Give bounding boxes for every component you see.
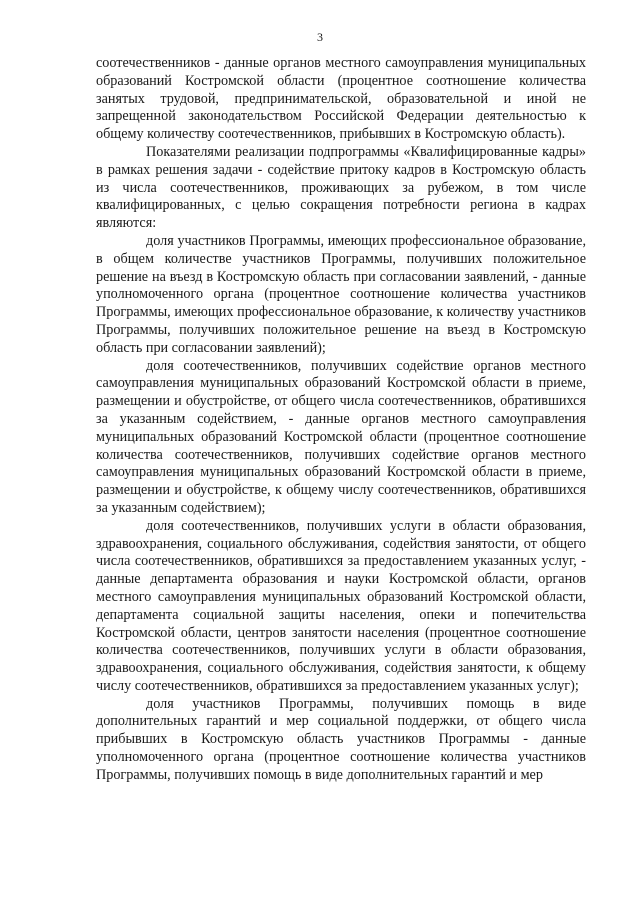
paragraph-indicators-intro: Показателями реализации подпрограммы «Квалифицированные кадры» в рамках решения задачи - содействие притоку кадров в Костромскую область из числа соотечественников, проживающих за рубежом, в том числе квалифицированных, с целью сокращения потребности региона в кадрах являются: [96,143,586,232]
paragraph-indicator-social-services: доля соотечественников, получивших услуги в области образования, здравоохранения, социального обслуживания, содействия занятости, от общего числа соотечественников, обратившихся за предоставлением указанных услуг, - данные департамента образования и науки Костромской области, органов местного самоуправления муниципальных образований Костромской области, департамента социальной защиты населения, опеки и попечительства Костромской области, центров занятости населения (процентное соотношение количества соотечественников, получивших услуги в области образования, здравоохранения, социального обслуживания, содействия занятости, к общему числу соотечественников, обратившихся за предоставлением указанных услуг); [96,517,586,694]
document-body [96,55,586,785]
paragraph-indicator-professional-education: доля участников Программы, имеющих профессиональное образование, в общем количестве участников Программы, получивших положительное решение на въезд в Костромскую область при согласовании заявлений, - данные уполномоченного органа (процентное соотношение количества участников Программы, имеющих профессиональное образование, к количеству участников Программы, получивших положительное решение на въезд в Костромскую область при согласовании заявлений); [96,232,586,356]
paragraph-indicator-social-support: доля участников Программы, получивших помощь в виде дополнительных гарантий и мер социальной поддержки, от общего числа прибывших в Костромскую область участников Программы - данные уполномоченного органа (процентное соотношение количества участников Программы, получивших помощь в виде дополнительных гарантий и мер [96,695,586,783]
paragraph-continuation: соотечественников - данные органов местного самоуправления муниципальных образований Костромской области (процентное соотношение количества занятых трудовой, предпринимательской, образовательной и иной не запрещенной законодательством Российской Федерации деятельностью к общему количеству соотечественников, прибывших в Костромскую область). [96,55,586,143]
paragraph-indicator-settlement-assistance: доля соотечественников, получивших содействие органов местного самоуправления муниципальных образований Костромской области в приеме, размещении и обустройстве, от общего числа соотечественников, обратившихся за указанным содействием, - данные органов местного самоуправления муниципальных образований Костромской области (процентное соотношение количества соотечественников, получивших содействие органов местного самоуправления муниципальных образований Костромской области в приеме, размещении и обустройстве, к общему числу соотечественников, обратившихся за указанным содействием); [96,357,586,516]
page-number: 3 [317,30,323,44]
